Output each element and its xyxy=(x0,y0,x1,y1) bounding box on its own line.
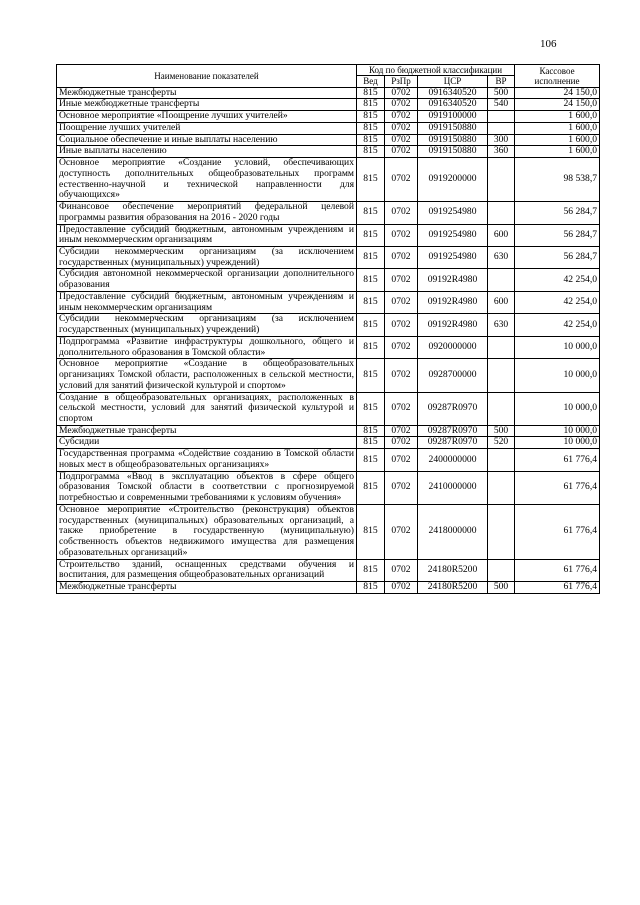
cell-ved: 815 xyxy=(357,111,385,123)
cell-rzpr: 0702 xyxy=(385,291,418,313)
cell-rzpr: 0702 xyxy=(385,111,418,123)
table-row xyxy=(57,87,600,99)
table-row xyxy=(57,122,600,134)
table-row xyxy=(57,99,600,111)
cell-amount: 10 000,0 xyxy=(515,359,600,392)
cell-name: Подпрограмма «Ввод в эксплуатацию объектов в сфере общего образования Томской области в соответствии с прогнозируемой потребностью и современными требованиями к условиям обучения» xyxy=(57,471,357,504)
cell-rzpr: 0702 xyxy=(385,269,418,291)
cell-rzpr: 0702 xyxy=(385,87,418,99)
table-row xyxy=(57,559,600,581)
cell-vr xyxy=(488,336,515,358)
table-row xyxy=(57,224,600,246)
cell-csr: 24180R5200 xyxy=(418,559,488,581)
cell-name: Основное мероприятие «Строительство (реконструкция) объектов государственных (муниципальных) образовательных организаций, а также приобретение в государственную (муниципальную) собственность объектов недвижимого имущества для размещения образовательных организаций» xyxy=(57,504,357,559)
header-amount: Кассовое исполнение xyxy=(515,65,600,88)
cell-name: Строительство зданий, оснащенных средствами обучения и воспитания, для размещения общеобразовательных организаций xyxy=(57,559,357,581)
cell-vr: 360 xyxy=(488,146,515,158)
cell-name: Предоставление субсидий бюджетным, автономным учреждениям и иным некоммерческим организациям xyxy=(57,291,357,313)
cell-name: Субсидии некоммерческим организациям (за исключением государственных (муниципальных) учреждений) xyxy=(57,314,357,336)
cell-vr: 500 xyxy=(488,425,515,437)
cell-amount: 10 000,0 xyxy=(515,392,600,425)
cell-vr xyxy=(488,471,515,504)
cell-name: Основное мероприятие «Создание условий, обеспечивающих доступность дополнительных общеобразовательных программ естественно-научной и технической направленности для обучающихся» xyxy=(57,158,357,202)
table-row xyxy=(57,158,600,202)
cell-name: Подпрограмма «Развитие инфраструктуры дошкольного, общего и дополнительного образования в Томской области» xyxy=(57,336,357,358)
cell-ved: 815 xyxy=(357,504,385,559)
cell-rzpr: 0702 xyxy=(385,582,418,594)
cell-vr xyxy=(488,449,515,471)
cell-amount: 24 150,0 xyxy=(515,99,600,111)
cell-csr: 09192R4980 xyxy=(418,314,488,336)
cell-csr: 09192R4980 xyxy=(418,269,488,291)
cell-amount: 61 776,4 xyxy=(515,559,600,581)
cell-amount: 42 254,0 xyxy=(515,314,600,336)
cell-amount: 98 538,7 xyxy=(515,158,600,202)
cell-vr: 540 xyxy=(488,99,515,111)
cell-vr: 630 xyxy=(488,314,515,336)
cell-rzpr: 0702 xyxy=(385,146,418,158)
cell-csr: 2410000000 xyxy=(418,471,488,504)
table-header xyxy=(57,65,600,88)
table-row xyxy=(57,425,600,437)
table-row xyxy=(57,437,600,449)
cell-ved: 815 xyxy=(357,122,385,134)
cell-ved: 815 xyxy=(357,224,385,246)
cell-rzpr: 0702 xyxy=(385,134,418,146)
cell-ved: 815 xyxy=(357,246,385,268)
cell-rzpr: 0702 xyxy=(385,336,418,358)
cell-amount: 56 284,7 xyxy=(515,246,600,268)
cell-amount: 61 776,4 xyxy=(515,582,600,594)
cell-name: Субсидии xyxy=(57,437,357,449)
cell-ved: 815 xyxy=(357,269,385,291)
cell-rzpr: 0702 xyxy=(385,99,418,111)
cell-vr xyxy=(488,111,515,123)
cell-csr: 0920000000 xyxy=(418,336,488,358)
cell-amount: 61 776,4 xyxy=(515,471,600,504)
cell-csr: 09287R0970 xyxy=(418,437,488,449)
cell-rzpr: 0702 xyxy=(385,224,418,246)
cell-name: Иные выплаты населению xyxy=(57,146,357,158)
cell-amount: 42 254,0 xyxy=(515,269,600,291)
cell-rzpr: 0702 xyxy=(385,449,418,471)
cell-csr: 0919150880 xyxy=(418,134,488,146)
table-body xyxy=(57,87,600,593)
cell-rzpr: 0702 xyxy=(385,202,418,224)
cell-name: Межбюджетные трансферты xyxy=(57,425,357,437)
cell-csr: 09287R0970 xyxy=(418,425,488,437)
cell-name: Государственная программа «Содействие созданию в Томской области новых мест в общеобразовательных организациях» xyxy=(57,449,357,471)
cell-ved: 815 xyxy=(357,437,385,449)
cell-amount: 42 254,0 xyxy=(515,291,600,313)
cell-ved: 815 xyxy=(357,471,385,504)
cell-csr: 0916340520 xyxy=(418,87,488,99)
table-row xyxy=(57,202,600,224)
cell-csr: 0928700000 xyxy=(418,359,488,392)
table-row xyxy=(57,134,600,146)
cell-name: Межбюджетные трансферты xyxy=(57,87,357,99)
cell-vr: 500 xyxy=(488,582,515,594)
cell-rzpr: 0702 xyxy=(385,158,418,202)
cell-vr xyxy=(488,158,515,202)
table-row xyxy=(57,246,600,268)
table-row xyxy=(57,359,600,392)
cell-name: Социальное обеспечение и иные выплаты населению xyxy=(57,134,357,146)
table-row xyxy=(57,291,600,313)
cell-ved: 815 xyxy=(357,99,385,111)
cell-csr: 09192R4980 xyxy=(418,291,488,313)
cell-amount: 1 600,0 xyxy=(515,111,600,123)
cell-vr: 300 xyxy=(488,134,515,146)
cell-csr: 0919254980 xyxy=(418,202,488,224)
cell-vr: 600 xyxy=(488,224,515,246)
cell-csr: 0919254980 xyxy=(418,224,488,246)
cell-rzpr: 0702 xyxy=(385,246,418,268)
cell-csr: 0919200000 xyxy=(418,158,488,202)
cell-ved: 815 xyxy=(357,559,385,581)
table-row xyxy=(57,111,600,123)
cell-ved: 815 xyxy=(357,392,385,425)
header-rzpr: РзПр xyxy=(385,76,418,87)
header-csr: ЦСР xyxy=(418,76,488,87)
header-vr: ВР xyxy=(488,76,515,87)
header-name: Наименование показателей xyxy=(57,65,357,88)
table-row xyxy=(57,146,600,158)
header-code-group: Код по бюджетной классификации xyxy=(357,65,515,76)
cell-ved: 815 xyxy=(357,87,385,99)
cell-ved: 815 xyxy=(357,314,385,336)
cell-csr: 0919254980 xyxy=(418,246,488,268)
cell-vr: 500 xyxy=(488,87,515,99)
cell-ved: 815 xyxy=(357,336,385,358)
cell-ved: 815 xyxy=(357,291,385,313)
table-row xyxy=(57,471,600,504)
cell-amount: 1 600,0 xyxy=(515,134,600,146)
cell-vr xyxy=(488,559,515,581)
cell-amount: 10 000,0 xyxy=(515,336,600,358)
cell-vr: 600 xyxy=(488,291,515,313)
cell-vr xyxy=(488,359,515,392)
cell-rzpr: 0702 xyxy=(385,559,418,581)
cell-csr: 09287R0970 xyxy=(418,392,488,425)
cell-vr: 520 xyxy=(488,437,515,449)
cell-rzpr: 0702 xyxy=(385,471,418,504)
cell-vr xyxy=(488,122,515,134)
cell-name: Межбюджетные трансферты xyxy=(57,582,357,594)
cell-amount: 10 000,0 xyxy=(515,425,600,437)
table-row xyxy=(57,314,600,336)
cell-vr xyxy=(488,202,515,224)
cell-amount: 61 776,4 xyxy=(515,449,600,471)
cell-rzpr: 0702 xyxy=(385,122,418,134)
table-row xyxy=(57,336,600,358)
table-row xyxy=(57,449,600,471)
page-number: 106 xyxy=(540,38,557,50)
cell-amount: 1 600,0 xyxy=(515,146,600,158)
table-row xyxy=(57,392,600,425)
cell-ved: 815 xyxy=(357,449,385,471)
cell-ved: 815 xyxy=(357,582,385,594)
cell-csr: 0919150880 xyxy=(418,146,488,158)
budget-execution-table xyxy=(56,64,600,594)
cell-name: Основное мероприятие «Создание в общеобразовательных организациях Томской области, расположенных в сельской местности, условий для занятий физической культурой и спортом» xyxy=(57,359,357,392)
table-row xyxy=(57,582,600,594)
cell-csr: 0916340520 xyxy=(418,99,488,111)
cell-amount: 1 600,0 xyxy=(515,122,600,134)
cell-csr: 24180R5200 xyxy=(418,582,488,594)
cell-rzpr: 0702 xyxy=(385,392,418,425)
cell-csr: 2400000000 xyxy=(418,449,488,471)
table-row xyxy=(57,504,600,559)
cell-amount: 10 000,0 xyxy=(515,437,600,449)
cell-name: Основное мероприятие «Поощрение лучших учителей» xyxy=(57,111,357,123)
cell-name: Создание в общеобразовательных организациях, расположенных в сельской местности, условий для занятий физической культурой и спортом xyxy=(57,392,357,425)
cell-name: Субсидии некоммерческим организациям (за исключением государственных (муниципальных) учреждений) xyxy=(57,246,357,268)
header-ved: Вед xyxy=(357,76,385,87)
cell-name: Финансовое обеспечение мероприятий федеральной целевой программы развития образования на 2016 - 2020 годы xyxy=(57,202,357,224)
cell-amount: 61 776,4 xyxy=(515,504,600,559)
cell-csr: 0919100000 xyxy=(418,111,488,123)
cell-amount: 24 150,0 xyxy=(515,87,600,99)
cell-rzpr: 0702 xyxy=(385,425,418,437)
cell-ved: 815 xyxy=(357,158,385,202)
cell-name: Предоставление субсидий бюджетным, автономным учреждениям и иным некоммерческим организациям xyxy=(57,224,357,246)
cell-ved: 815 xyxy=(357,134,385,146)
cell-ved: 815 xyxy=(357,359,385,392)
cell-csr: 2418000000 xyxy=(418,504,488,559)
cell-name: Иные межбюджетные трансферты xyxy=(57,99,357,111)
cell-rzpr: 0702 xyxy=(385,314,418,336)
cell-vr: 630 xyxy=(488,246,515,268)
cell-vr xyxy=(488,269,515,291)
cell-rzpr: 0702 xyxy=(385,359,418,392)
cell-ved: 815 xyxy=(357,425,385,437)
table-row xyxy=(57,269,600,291)
cell-amount: 56 284,7 xyxy=(515,224,600,246)
cell-name: Поощрение лучших учителей xyxy=(57,122,357,134)
cell-rzpr: 0702 xyxy=(385,504,418,559)
cell-ved: 815 xyxy=(357,202,385,224)
cell-vr xyxy=(488,504,515,559)
cell-name: Субсидия автономной некоммерческой организации дополнительного образования xyxy=(57,269,357,291)
cell-vr xyxy=(488,392,515,425)
cell-amount: 56 284,7 xyxy=(515,202,600,224)
cell-ved: 815 xyxy=(357,146,385,158)
cell-csr: 0919150880 xyxy=(418,122,488,134)
cell-rzpr: 0702 xyxy=(385,437,418,449)
